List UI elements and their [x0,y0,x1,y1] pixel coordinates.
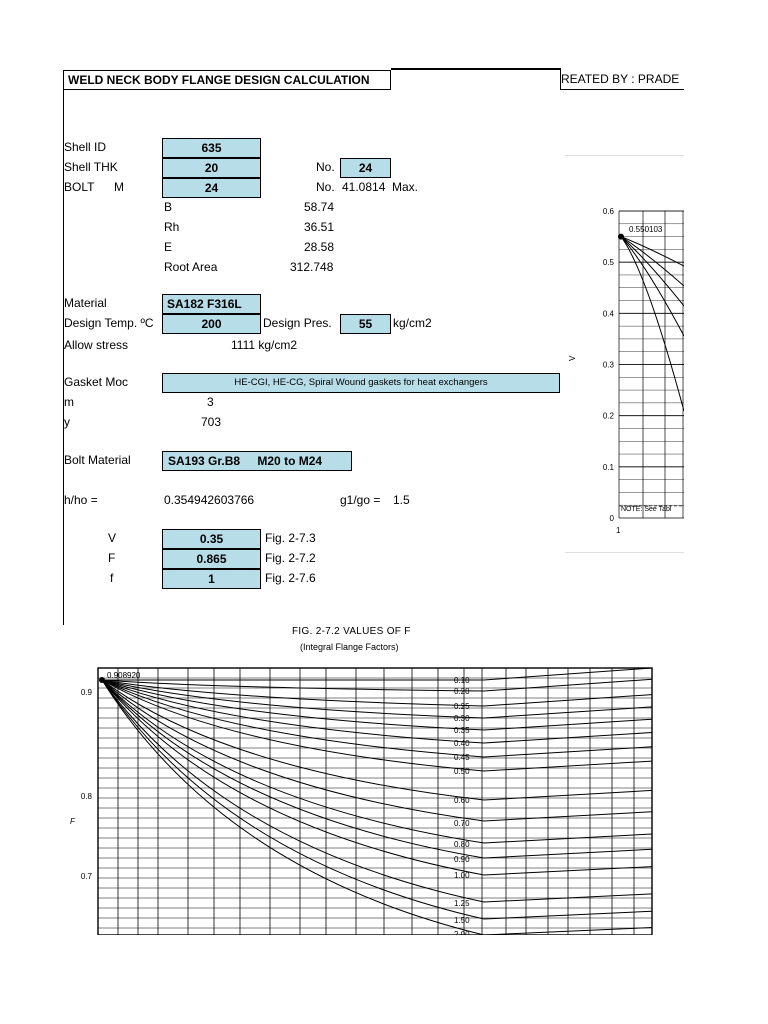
material-input[interactable]: SA182 F316L [162,294,261,314]
fig-f-curve [102,680,484,902]
fig-f-curve [102,680,484,706]
fig-f-svg [64,660,656,935]
gasket-m-value: 3 [207,395,214,409]
fig-f-curve [102,680,484,771]
dim-b-label: B [164,200,173,214]
fig-f-curve-label: 0.10 [454,676,470,685]
dim-e-label: E [164,240,173,254]
fig-f-curve-label: 1.00 [454,871,470,880]
fig-f-curve-label: 0.80 [454,840,470,849]
fig-v-chart [565,155,684,553]
bolt-size-input[interactable]: 24 [162,178,261,198]
bolt-max-label: No. [316,180,335,194]
h-ratio-label: h/ho = [64,493,98,507]
design-temp-label: Design Temp. ºC [64,316,154,330]
bolt-unit-label: M [114,180,124,194]
g-ratio-label: g1/go = [340,493,381,507]
fig-v-ytick: 0.5 [602,258,614,268]
design-pres-unit: kg/cm2 [393,316,432,330]
g-ratio-value: 1.5 [393,493,410,507]
fig-f-ytick: 0.9 [80,688,92,697]
dim-b-value: 58.74 [304,200,335,214]
root-area-value: 312.748 [290,260,334,274]
bolt-material-input[interactable] [162,451,352,471]
fig-f-curve-label: 0.60 [454,796,470,805]
factor-f-ref: Fig. 2-7.2 [265,551,316,565]
bolt-material-grade: SA193 Gr.B8 [168,454,241,468]
fig-v-ytick: 0.6 [602,207,614,216]
factor-v-ref: Fig. 2-7.3 [265,531,316,545]
dim-rh-value: 36.51 [304,220,335,234]
created-by: REATED BY : PRADE [560,70,684,90]
fig-f-curve [102,680,484,691]
factor-small-f-input[interactable]: 1 [162,569,261,589]
bolt-material-size: M20 to M24 [257,454,323,468]
fig-f-curve-label: 2.00 [454,930,470,935]
gasket-input[interactable]: HE-CGI, HE-CG, Spiral Wound gaskets for heat exchangers [162,373,560,393]
fig-f-curve-label: 0.40 [454,739,470,748]
fig-v-svg [565,156,684,552]
fig-f-curve [102,680,484,743]
root-area-label: Root Area [164,260,218,274]
fig-f-curve [102,680,484,875]
bolt-max-suffix: Max. [392,180,419,194]
fig-v-ytick: 0.2 [602,411,614,421]
fig-v-point-label: 0.550103 [629,225,663,234]
fig-f-curve-label: 0.45 [454,753,470,762]
factor-f-input[interactable]: 0.865 [162,549,261,569]
bolt-count-label: No. [316,160,335,174]
gasket-label: Gasket Moc [64,375,129,389]
fig-v-ytick: 0.3 [602,360,614,370]
material-label: Material [64,296,107,310]
fig-f-subtitle: (Integral Flange Factors) [300,642,399,652]
fig-f-ylabel: F [70,817,75,826]
bolt-label: BOLT [64,180,95,194]
fig-v-ytick: 0.1 [602,462,614,472]
fig-f-ytick: 0.7 [80,872,92,881]
fig-f-curve-label: 0.35 [454,726,470,735]
header-rule [391,68,561,70]
fig-f-curve-label: 0.20 [454,687,470,696]
fig-f-title: FIG. 2-7.2 VALUES OF F [292,626,411,637]
dim-e-value: 28.58 [304,240,335,254]
shell-thk-input[interactable]: 20 [162,158,261,178]
fig-v-ytick: 0.4 [602,309,614,319]
fig-f-ytick: 0.8 [80,792,92,801]
fig-f-curve-label: 0.25 [454,702,470,711]
allow-stress-value: 1111 kg/cm2 [231,338,298,352]
shell-id-label: Shell ID [64,140,107,154]
shell-thk-label: Shell THK [64,160,118,174]
fig-v-curve [621,237,684,411]
bolt-max-value: 41.0814 [342,180,386,194]
dim-rh-label: Rh [164,220,180,234]
factor-v-input[interactable]: 0.35 [162,529,261,549]
fig-v-ytick: 0 [609,514,614,523]
gasket-m-label: m [64,395,74,409]
fig-v-xtick: 1 [616,526,621,535]
design-pres-label: Design Pres. [263,316,332,330]
factor-f-label: F [108,551,116,565]
fig-f-chart [64,660,656,935]
factor-small-f-label: f [110,571,114,585]
fig-f-curve-label: 0.70 [454,819,470,828]
design-pres-input[interactable]: 55 [340,314,391,334]
fig-v-curve [621,237,684,306]
bolt-count-input[interactable]: 24 [340,158,391,178]
fig-f-curve-label: 1.50 [454,916,470,925]
factor-v-label: V [108,531,117,545]
fig-f-curve-label: 0.90 [454,855,470,864]
fig-v-note: NOTE: See Tabl [621,506,672,513]
fig-f-curve-label: 1.25 [454,899,470,908]
fig-v-ylabel: V [568,355,577,361]
h-ratio-value: 0.354942603766 [164,493,255,507]
factor-small-f-ref: Fig. 2-7.6 [265,571,316,585]
page-title: WELD NECK BODY FLANGE DESIGN CALCULATION [63,70,391,90]
fig-f-point-label: 0.908920 [107,671,141,680]
gasket-y-label: y [64,415,70,429]
shell-id-input[interactable]: 635 [162,138,261,158]
gasket-y-value: 703 [201,415,222,429]
design-temp-input[interactable]: 200 [162,314,261,334]
fig-f-curve-label: 0.50 [454,767,470,776]
allow-stress-label: Allow stress [64,338,129,352]
bolt-material-label: Bolt Material [64,453,131,467]
fig-f-curve-label: 0.30 [454,714,470,723]
